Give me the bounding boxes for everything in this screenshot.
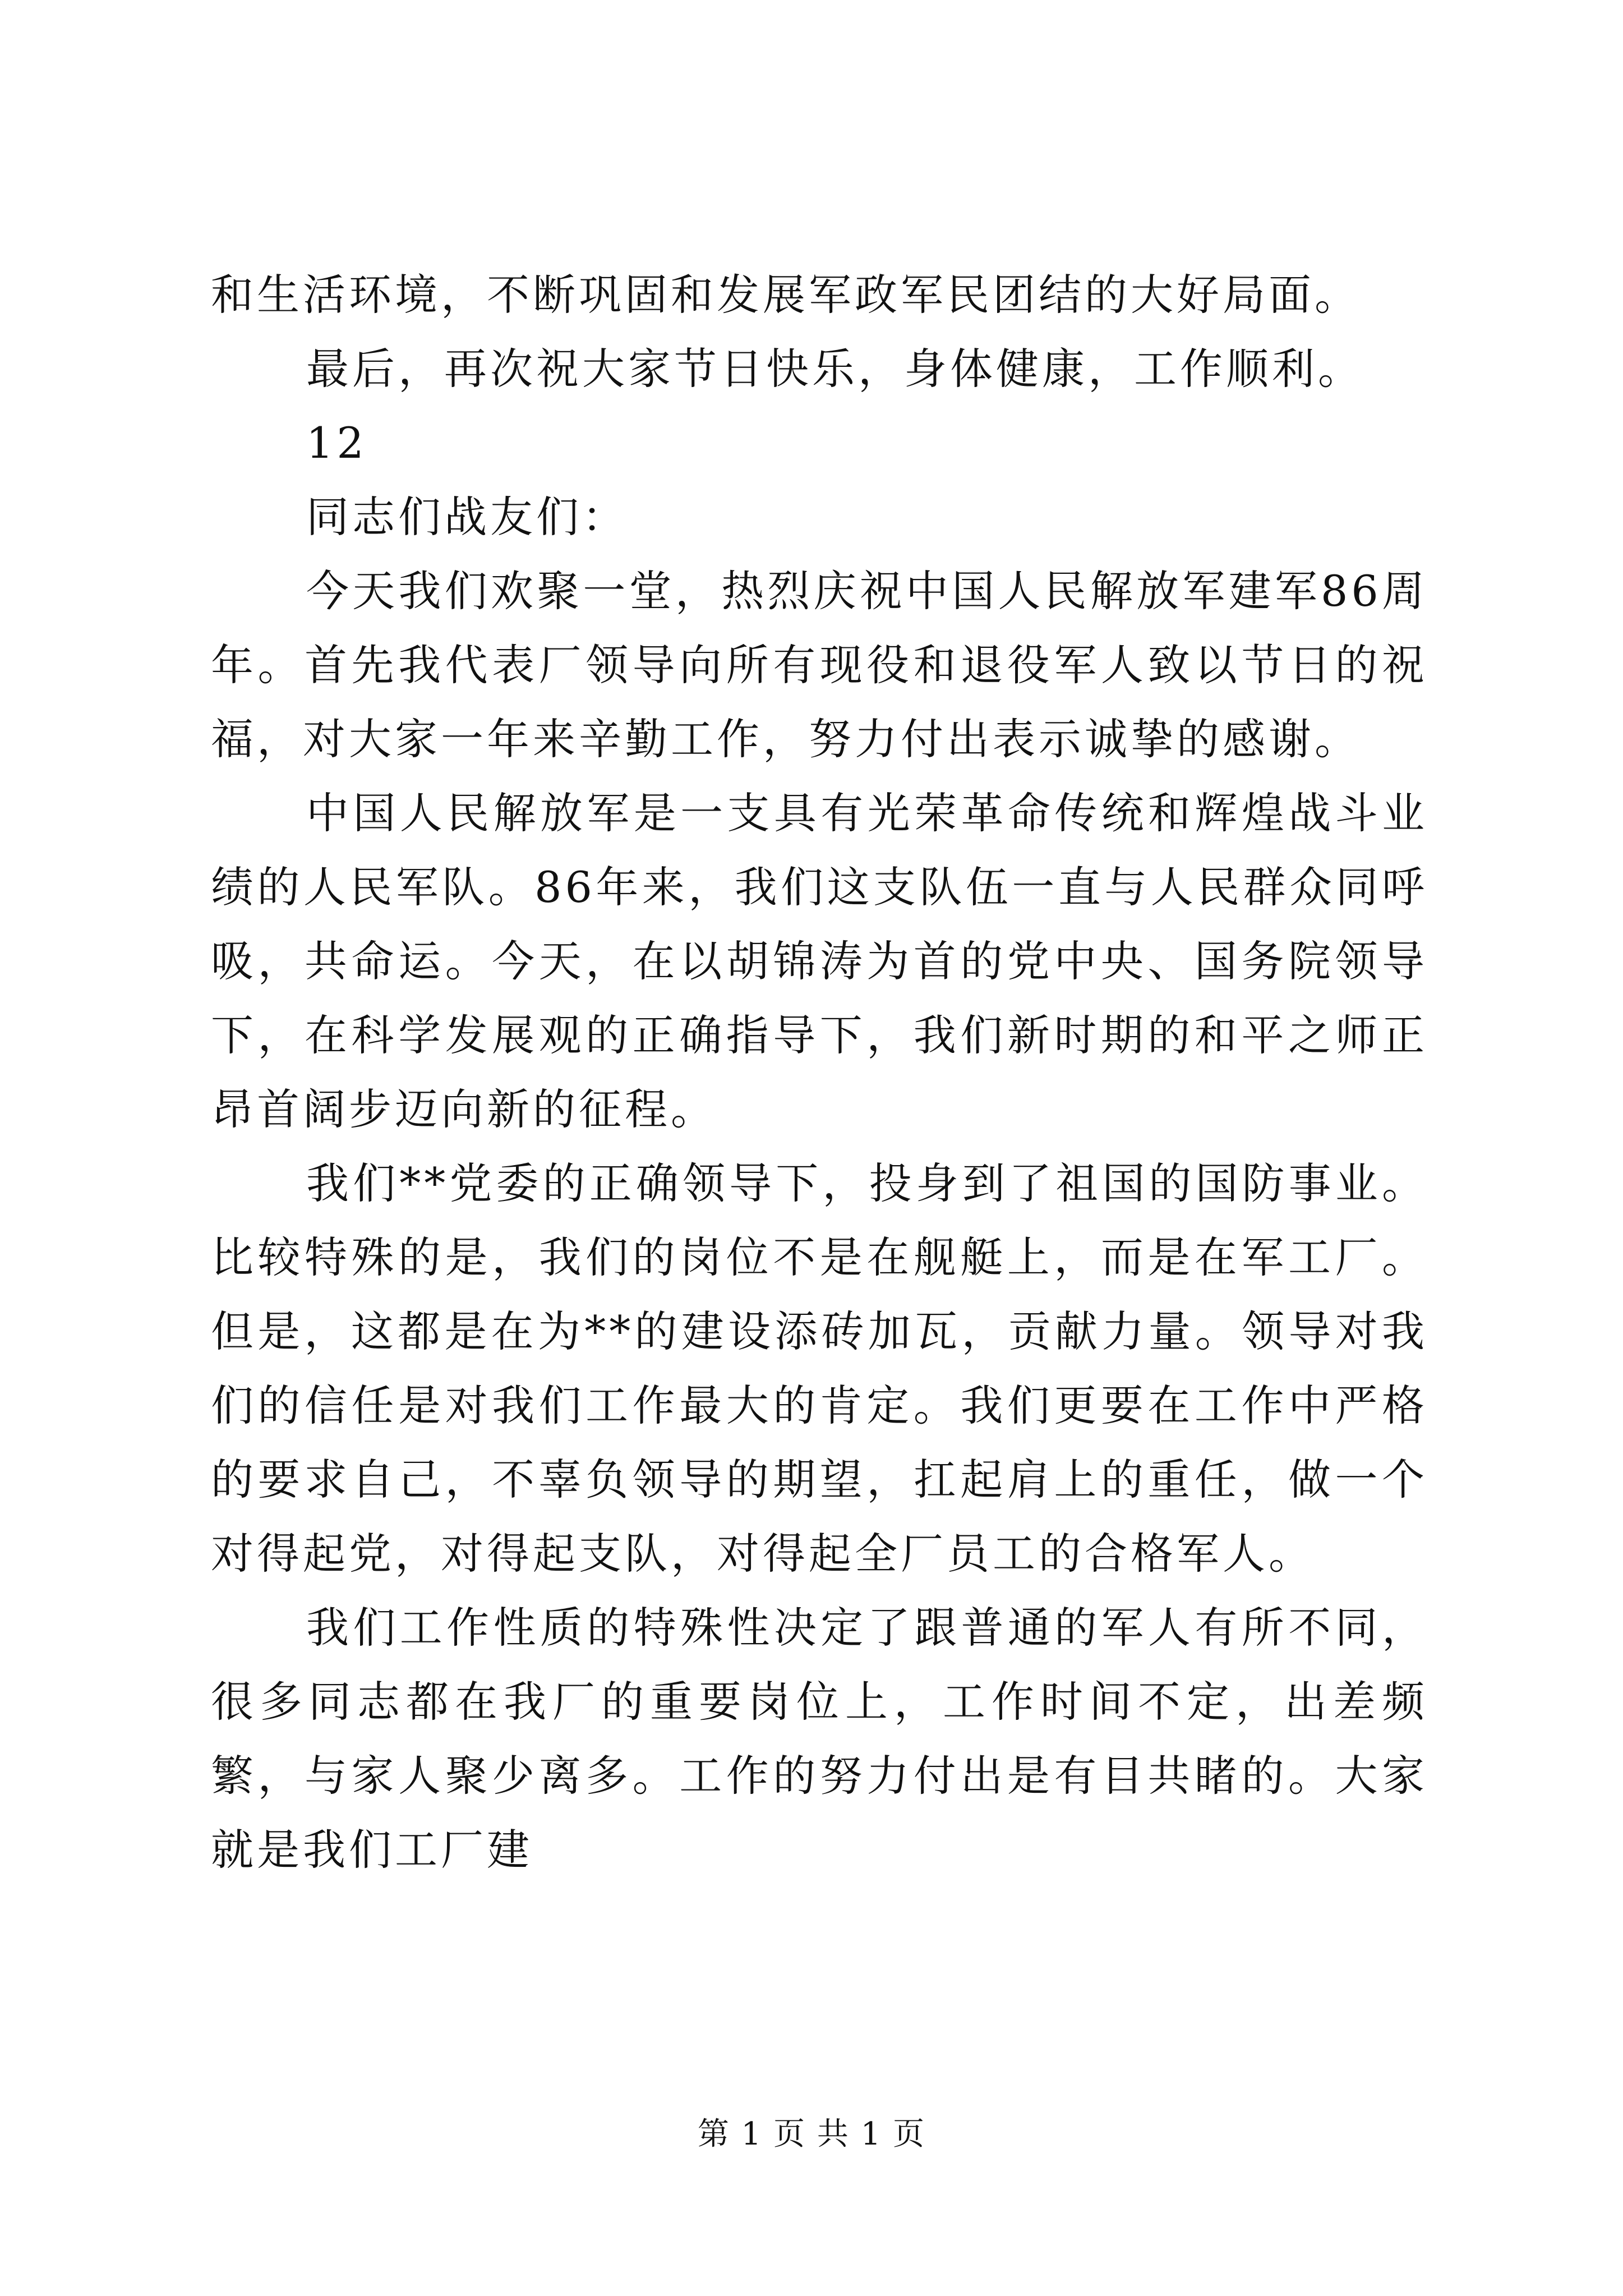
paragraph-opening: 今天我们欢聚一堂，热烈庆祝中国人民解放军建军86周年。首先我代表厂领导向所有现役和退役军人致以节日的祝福，对大家一年来辛勤工作，努力付出表示诚挚的感谢。	[211, 566, 1428, 764]
paragraph-section-number: 12	[306, 418, 367, 468]
paragraph-pla-history: 中国人民解放军是一支具有光荣革命传统和辉煌战斗业绩的人民军队。86年来，我们这支队伍一直与人民群众同呼吸，共命运。今天，在以胡锦涛为首的党中央、国务院领导下，在科学发展观的正确指导下，我们新时期的和平之师正昂首阔步迈向新的征程。	[211, 788, 1428, 1134]
page-footer: 第 1 页 共 1 页	[697, 2116, 926, 2152]
paragraph-closing-line: 和生活环境，不断巩固和发展军政军民团结的大好局面。	[211, 270, 1361, 320]
paragraph-our-duty: 我们**党委的正确领导下，投身到了祖国的国防事业。比较特殊的是，我们的岗位不是在舰艇上，而是在军工厂。但是，这都是在为**的建设添砖加瓦，贡献力量。领导对我们的信任是对我们工作最大的肯定。我们更要在工作中严格的要求自己，不辜负领导的期望，扛起肩上的重任，做一个对得起党，对得起支队，对得起全厂员工的合格军人。	[211, 1158, 1428, 1579]
paragraph-final-wishes: 最后，再次祝大家节日快乐，身体健康，工作顺利。	[306, 344, 1364, 394]
paragraph-work-nature: 我们工作性质的特殊性决定了跟普通的军人有所不同，很多同志都在我厂的重要岗位上，工作时间不定，出差频繁，与家人聚少离多。工作的努力付出是有目共睹的。大家就是我们工厂建	[211, 1603, 1428, 1875]
paragraph-salutation: 同志们战友们：	[306, 492, 628, 542]
document-body	[211, 258, 1428, 1887]
